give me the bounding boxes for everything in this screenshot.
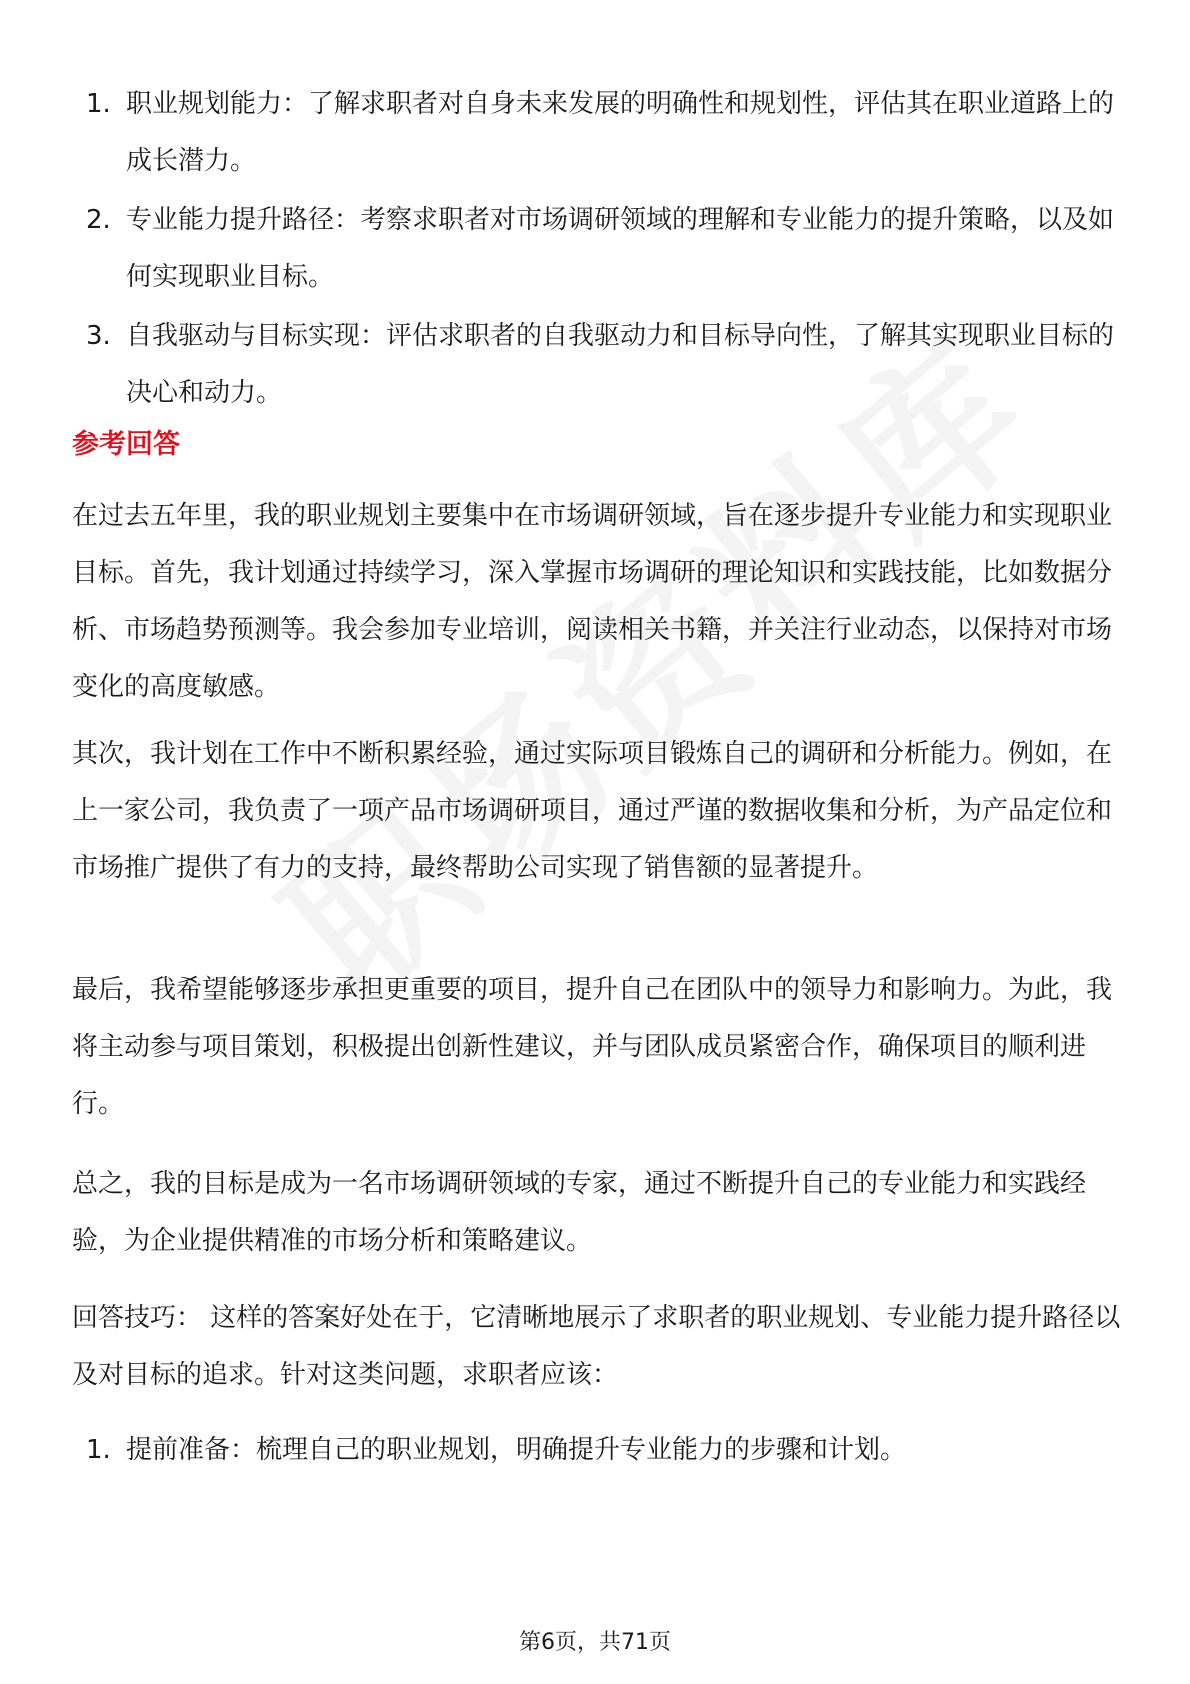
answer-paragraph-1: 在过去五年里，我的职业规划主要集中在市场调研领域，旨在逐步提升专业能力和实现职业目标。首先，我计划通过持续学习，深入掌握市场调研的理论知识和实践技能，比如数据分析、市场趋势预测等。我会参加专业培训，阅读相关书籍，并关注行业动态，以保持对市场变化的高度敏感。 (72, 501, 1113, 702)
page-footer: 第6页，共71页 (519, 1630, 671, 1655)
list-number: 1. (86, 89, 111, 119)
answer-paragraph-3: 最后，我希望能够逐步承担更重要的项目，提升自己在团队中的领导力和影响力。为此，我将主动参与项目策划，积极提出创新性建议，并与团队成员紧密合作，确保项目的顺利进行。 (72, 975, 1113, 1119)
list-item (86, 308, 1126, 422)
list-item-text: 提前准备：梳理自己的职业规划，明确提升专业能力的步骤和计划。 (126, 1435, 907, 1465)
answer-paragraph-4: 总之，我的目标是成为一名市场调研领域的专家，通过不断提升自己的专业能力和实践经验，为企业提供精准的市场分析和策略建议。 (72, 1169, 1087, 1256)
list-item-text: 专业能力提升路径：考察求职者对市场调研领域的理解和专业能力的提升策略，以及如何实现职业目标。 (126, 205, 1115, 292)
evaluation-points-list (86, 76, 1126, 424)
answer-tips-paragraph: 回答技巧： 这样的答案好处在于，它清晰地展示了求职者的职业规划、专业能力提升路径以及对目标的追求。针对这类问题，求职者应该： (72, 1303, 1121, 1390)
list-number: 1. (86, 1435, 111, 1465)
list-number: 2. (86, 205, 111, 235)
list-number: 3. (86, 321, 111, 351)
reference-answer-heading: 参考回答 (72, 429, 180, 460)
list-item (86, 76, 1126, 190)
list-item (86, 1422, 1126, 1479)
list-item (86, 192, 1126, 306)
tips-list (86, 1422, 1126, 1481)
list-item-text: 职业规划能力：了解求职者对自身未来发展的明确性和规划性，评估其在职业道路上的成长潜力。 (126, 89, 1115, 176)
list-item-text: 自我驱动与目标实现：评估求职者的自我驱动力和目标导向性，了解其实现职业目标的决心和动力。 (126, 321, 1115, 408)
answer-paragraph-2: 其次，我计划在工作中不断积累经验，通过实际项目锻炼自己的调研和分析能力。例如，在上一家公司，我负责了一项产品市场调研项目，通过严谨的数据收集和分析，为产品定位和市场推广提供了有力的支持，最终帮助公司实现了销售额的显著提升。 (72, 739, 1113, 883)
